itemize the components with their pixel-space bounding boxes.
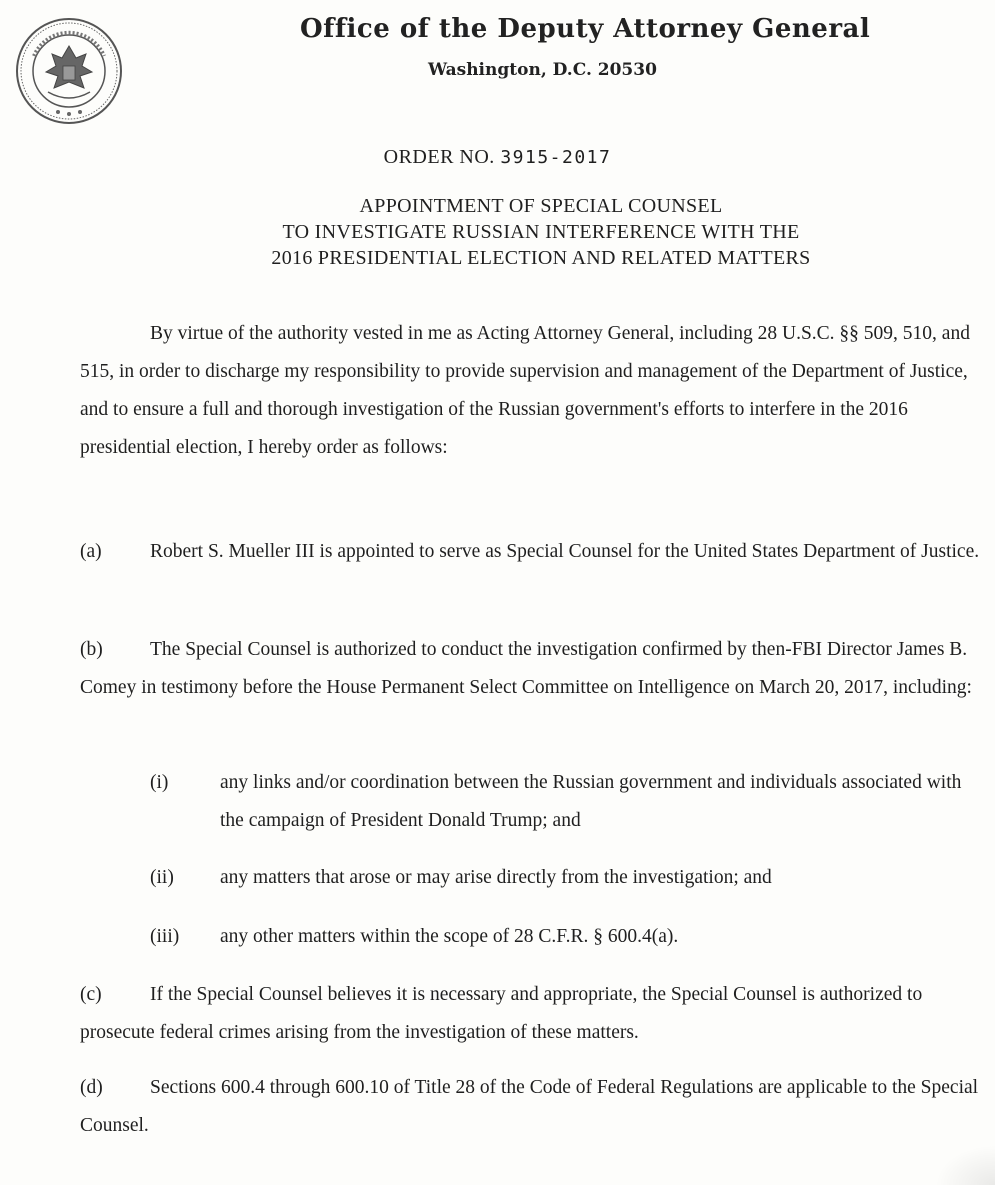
paragraph-c (80, 976, 985, 1052)
paragraph-d (80, 1069, 985, 1145)
order-number-line (0, 146, 995, 169)
order-number: 3915-2017 (500, 147, 612, 168)
subitem-label: (iii) (150, 926, 180, 947)
paragraph-text: If the Special Counsel believes it is necessary and appropriate, the Special Counsel is authorized to prosecute federal crimes arising from the investigation of these matters. (80, 984, 923, 1043)
paragraph-text: Sections 600.4 through 600.10 of Title 28 of the Code of Federal Regulations are applicable to the Special Counsel. (80, 1077, 979, 1136)
order-label: ORDER NO. (383, 146, 495, 168)
paragraph-b (80, 631, 985, 707)
paragraph-label: (d) (80, 1077, 103, 1098)
order-title (0, 193, 995, 271)
subitem-text: any links and/or coordination between the Russian government and individuals associated with the campaign of President Donald Trump; and (220, 772, 962, 831)
page-corner-shadow (935, 1145, 995, 1185)
paragraph-a (80, 533, 985, 571)
subitem-text: any other matters within the scope of 28 C.F.R. § 600.4(a). (220, 926, 679, 947)
subitem-label: (ii) (150, 867, 174, 888)
paragraph-label: (c) (80, 984, 102, 1005)
subitem-iii (150, 918, 985, 956)
subitem-text: any matters that arose or may arise directly from the investigation; and (220, 867, 772, 888)
paragraph-label: (b) (80, 639, 103, 660)
paragraph-label: (a) (80, 541, 102, 562)
title-line: APPOINTMENT OF SPECIAL COUNSEL (359, 195, 723, 217)
intro-paragraph: By virtue of the authority vested in me as Acting Attorney General, including 28 U.S.C. §§ 509, 510, and 515, in order to discharge my responsibility to provide supervision and management of the Department of Justice, and to ensure a full and thorough investigation of the Russian government's efforts to interfere in the 2016 presidential election, I hereby order as follows: (80, 323, 970, 458)
subitem-i (150, 764, 985, 840)
paragraph-text: The Special Counsel is authorized to conduct the investigation confirmed by then-FBI Director James B. Comey in testimony before the House Permanent Select Committee on Intelligence on March 20, 2017, including: (80, 639, 972, 698)
subitem-label: (i) (150, 772, 169, 793)
doj-seal-logo (14, 16, 124, 126)
title-line: TO INVESTIGATE RUSSIAN INTERFERENCE WITH THE (282, 221, 800, 243)
paragraph-text: Robert S. Mueller III is appointed to serve as Special Counsel for the United States Department of Justice. (150, 541, 980, 562)
title-line: 2016 PRESIDENTIAL ELECTION AND RELATED MATTERS (271, 247, 811, 269)
office-heading: Office of the Deputy Attorney General (300, 14, 871, 44)
office-address: Washington, D.C. 20530 (428, 60, 657, 80)
subitem-ii (150, 859, 985, 897)
